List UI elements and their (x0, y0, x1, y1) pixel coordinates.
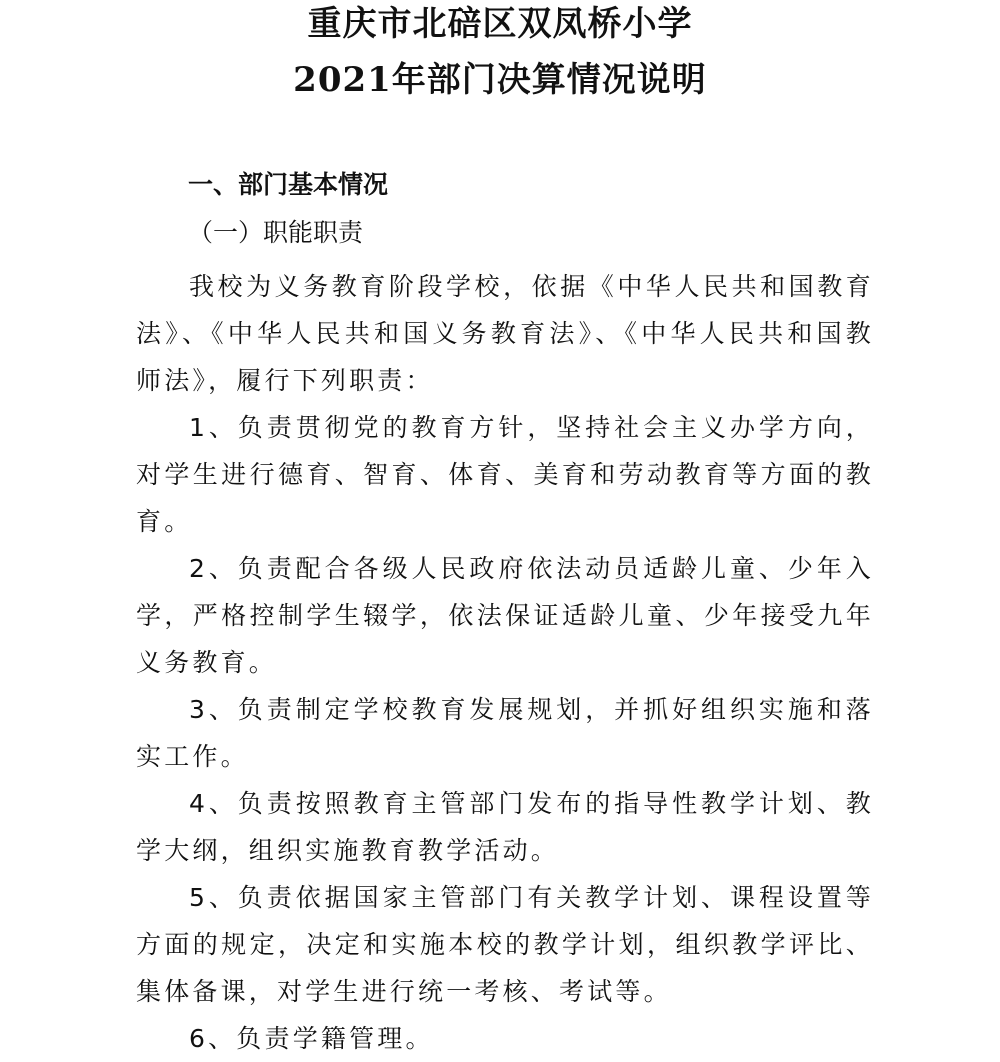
document-title-line1: 重庆市北碚区双凤桥小学 (307, 4, 693, 44)
subsection-heading-duties: （一）职能职责 (188, 218, 364, 247)
paragraph-duty-2: 2、负责配合各级人民政府依法动员适龄儿童、少年入学，严格控制学生辍学，依法保证适龄儿童、少年接受九年义务教育。 (136, 554, 874, 677)
paragraph-duty-3: 3、负责制定学校教育发展规划，并抓好组织实施和落实工作。 (136, 695, 874, 771)
paragraph-duty-5: 5、负责依据国家主管部门有关教学计划、课程设置等方面的规定，决定和实施本校的教学计划，组织教学评比、集体备课，对学生进行统一考核、考试等。 (136, 883, 874, 1006)
document-body (136, 263, 874, 1062)
document-title-line2: 2021年部门决算情况说明 (293, 60, 707, 100)
section-heading-basic-info: 一、部门基本情况 (188, 170, 389, 199)
paragraph-intro: 我校为义务教育阶段学校，依据《中华人民共和国教育法》、《中华人民共和国义务教育法》、《中华人民共和国教师法》，履行下列职责： (136, 272, 874, 395)
paragraph-duty-4: 4、负责按照教育主管部门发布的指导性教学计划、教学大纲，组织实施教育教学活动。 (136, 789, 874, 865)
paragraph-duty-1: 1、负责贯彻党的教育方针，坚持社会主义办学方向，对学生进行德育、智育、体育、美育和劳动教育等方面的教育。 (136, 413, 874, 536)
paragraph-duty-6: 6、负责学籍管理。 (189, 1024, 434, 1053)
